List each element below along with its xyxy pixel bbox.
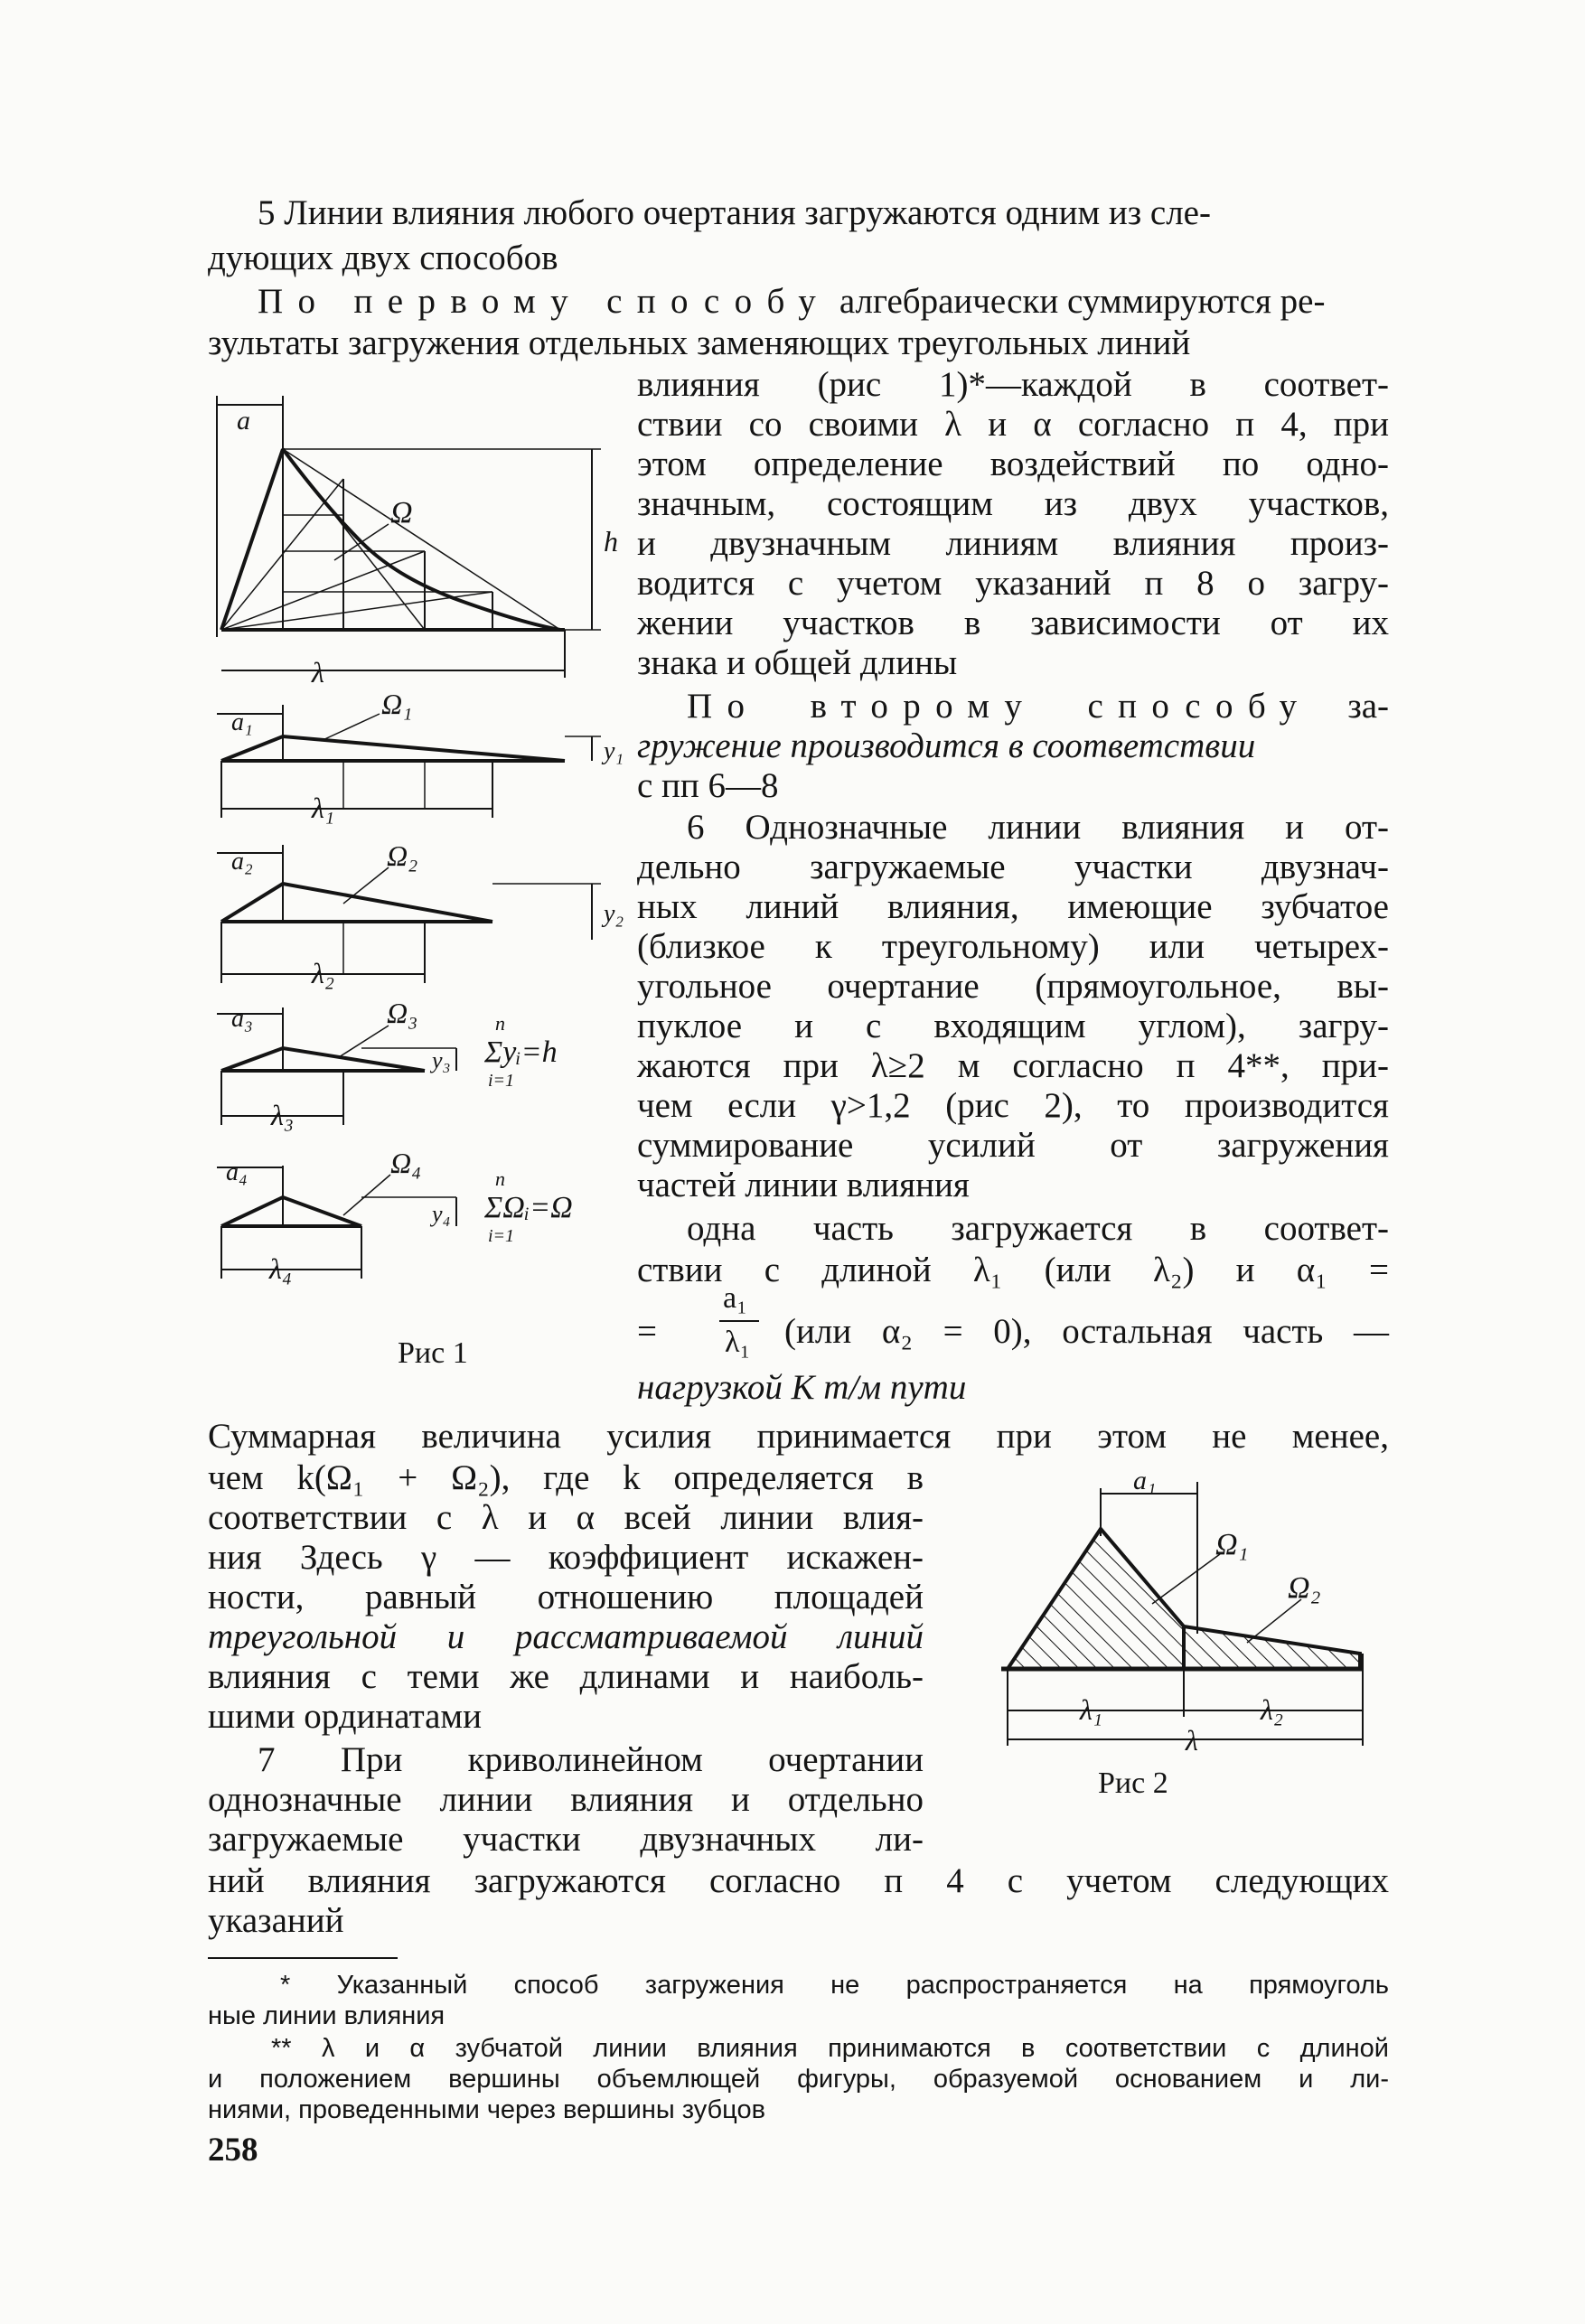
- fig1-label-i1-1: i=1: [488, 1071, 515, 1091]
- fig1-label-y1: y₁: [604, 737, 624, 765]
- para7-line5: указаний: [208, 1901, 344, 1940]
- fig1-label-y3: y₃: [432, 1047, 451, 1073]
- fig2-leader-omega1: [1152, 1554, 1220, 1604]
- fig1-label-lambda2: λ₂: [312, 957, 334, 989]
- fig1-label-lambda: λ: [312, 656, 324, 689]
- fig1-label-lambda3: λ₃: [271, 1099, 294, 1131]
- para6-line7: жаются при λ≥2 м согласно п 4**, при-: [637, 1046, 1389, 1085]
- fig1-label-a1: a₁: [231, 708, 253, 736]
- first-method-wrap-7: жении участков в зависимости от их: [637, 604, 1389, 642]
- first-method-wrap-4: значным, состоящим из двух участков,: [637, 484, 1389, 523]
- fig1-label-lambda1: λ₁: [312, 792, 334, 824]
- fig1-label-omega: Ω: [390, 496, 413, 529]
- first-method-line2: зультаты загружения отдельных заменяющих треугольных линий: [208, 323, 1191, 362]
- fig2-label-a1: a₁: [1133, 1466, 1157, 1495]
- one-part-line2: ствии с длиной λ₁ (или λ₂) и α₁ =: [637, 1251, 1389, 1289]
- fig1-label-n-1: n: [495, 1012, 505, 1035]
- fig2-omega1-area: [1008, 1529, 1184, 1669]
- para6-line8: чем если γ>1,2 (рис 2), то производится: [637, 1086, 1389, 1125]
- one-part-line1: одна часть загружается в соответ-: [687, 1209, 1389, 1248]
- fig1-label-a2: a₂: [231, 848, 253, 876]
- sum-wrap-3: ния Здесь γ — коэффициент искажен-: [208, 1538, 924, 1577]
- second-method-line1-rest: за-: [1347, 687, 1390, 726]
- fig1-label-a4: a₄: [226, 1158, 248, 1186]
- fig2-label-lambda2: λ₂: [1261, 1693, 1283, 1726]
- para6-line3: ных линий влияния, имеющие зубчатое: [637, 887, 1389, 926]
- footnote-2-line3: ниями, проведенными через вершины зубцов: [208, 2095, 765, 2124]
- sum-wrap-5-text: треугольной и рассматриваемой линий: [208, 1617, 924, 1656]
- first-method-wrap-2: ствии со своими λ и α согласно п 4, при: [637, 405, 1389, 444]
- footnote-1-line1: * Указанный способ загружения не распространяется на прямоуголь: [280, 1971, 1389, 2000]
- footnote-2-line1: ** λ и α зубчатой линии влияния принимаются в соответствии с длиной: [271, 2034, 1389, 2063]
- para7-wrap-1: 7 При криволинейном очертании: [258, 1740, 924, 1779]
- fig1-label-i1-2: i=1: [488, 1226, 515, 1246]
- fig1-label-omega1: Ω₁: [381, 688, 413, 720]
- sum-line1: Суммарная величина усилия принимается при этом не менее,: [208, 1417, 1389, 1456]
- first-method-wrap-3: этом определение воздействий по одно-: [637, 445, 1389, 483]
- para6-line6: пуклое и с входящим углом), загру-: [637, 1007, 1389, 1045]
- fig1-label-omega3: Ω₃: [387, 997, 418, 1029]
- fig1-label-y4: y₄: [432, 1201, 451, 1227]
- para7-line4: ний влияния загружаются согласно п 4 с учетом следующих: [208, 1861, 1389, 1900]
- fig1-label-omega4: Ω₄: [390, 1147, 422, 1179]
- fig2-label-omega2: Ω₂: [1288, 1571, 1321, 1605]
- first-method-spaced: По первому способу: [258, 282, 831, 321]
- footnote-1-line2: ные линии влияния: [208, 2001, 445, 2030]
- one-part-eq-prefix: =: [637, 1312, 657, 1351]
- first-method-wrap-1: влияния (рис 1)*—каждой в соответ-: [637, 365, 1389, 404]
- fig1-label-sum-omega: ΣΩᵢ=Ω: [484, 1191, 573, 1224]
- page-number: 258: [208, 2132, 258, 2169]
- para6-line9: суммирование усилий от загружения: [637, 1126, 1389, 1165]
- fig2-label-lambda1: λ₁: [1080, 1693, 1102, 1726]
- fig1-label-sum-y: Σyᵢ=h: [484, 1035, 558, 1069]
- fig2-omega2-area: [1184, 1626, 1360, 1669]
- para7-wrap-2: однозначные линии влияния и отдельно: [208, 1780, 924, 1819]
- para6-line5: угольное очертание (прямоугольное, вы-: [637, 967, 1389, 1006]
- para5-line1: 5 Линии влияния любого очертания загружаются одним из сле-: [258, 193, 1211, 232]
- fig1-label-y2: y₂: [604, 900, 624, 928]
- para7-wrap-3: загружаемые участки двузначных ли-: [208, 1820, 924, 1859]
- second-method-line3: с пп 6—8: [637, 766, 779, 805]
- sum-wrap-6: влияния с теми же длинами и наиболь-: [208, 1657, 924, 1696]
- sum-wrap-7: шими ординатами: [208, 1697, 482, 1736]
- fig2-label-omega1: Ω₁: [1215, 1528, 1249, 1561]
- one-part-line3-rest: (или α₂ = 0), остальная часть —: [784, 1312, 1389, 1351]
- first-method-line1-rest: алгебраически суммируются ре-: [839, 282, 1326, 321]
- one-part-line4-text: нагрузкой К т/м пути: [637, 1368, 967, 1407]
- second-method-line2-text: гружение производится в соответствии: [637, 726, 1256, 765]
- frac-numerator: a₁: [723, 1281, 747, 1315]
- para6-line2: дельно загружаемые участки двузнач-: [637, 848, 1389, 886]
- sum-wrap-2: соответствии с λ и α всей линии влия-: [208, 1498, 924, 1537]
- fig1-label-omega2: Ω₂: [387, 839, 418, 872]
- first-method-wrap-8: знака и общей длины: [637, 643, 958, 682]
- frac-denominator: λ₁: [725, 1326, 751, 1359]
- fig1-label-h: h: [604, 525, 618, 558]
- fig2-leader-omega2: [1247, 1599, 1301, 1643]
- first-method-wrap-6: водится с учетом указаний п 8 о загру-: [637, 564, 1389, 603]
- fig1-caption: Рис 1: [398, 1336, 468, 1370]
- fig2-caption: Рис 2: [1098, 1766, 1168, 1800]
- second-method-spaced: По второму способу: [687, 687, 1312, 726]
- fig1-label-lambda4: λ₄: [269, 1252, 292, 1285]
- sum-wrap-4: ности, равный отношению площадей: [208, 1578, 924, 1616]
- para6-line4: (близкое к треугольному) или четырех-: [637, 927, 1389, 966]
- para6-line1: 6 Однозначные линии влияния и от-: [687, 808, 1389, 847]
- fig1-label-n-2: n: [495, 1167, 505, 1190]
- footnote-2-line2: и положением вершины объемлющей фигуры, образуемой основанием и ли-: [208, 2065, 1389, 2094]
- para6-line10: частей линии влияния: [637, 1166, 970, 1204]
- fig2-label-lambda: λ: [1186, 1724, 1198, 1757]
- para5-line2: дующих двух способов: [208, 239, 558, 277]
- first-method-wrap-5: и двузначным линиям влияния произ-: [637, 524, 1389, 563]
- sum-wrap-1: чем k(Ω₁ + Ω₂), где k определяется в: [208, 1458, 924, 1497]
- fig1-label-a: a: [237, 406, 250, 436]
- fig1-label-a3: a₃: [231, 1005, 253, 1033]
